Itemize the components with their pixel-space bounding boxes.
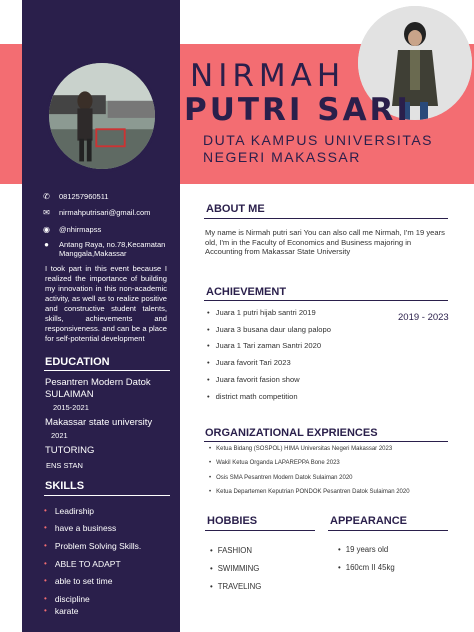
bullet-icon: •	[210, 546, 213, 555]
instagram-icon: ◉	[43, 225, 50, 234]
contact-email	[42, 208, 150, 217]
skills-heading: SKILLS	[45, 480, 85, 492]
achievement-item: • Juara 1 putri hijab santri 2019	[207, 308, 316, 317]
skill-item: • have a business	[44, 523, 117, 533]
mail-icon: ✉	[43, 208, 50, 217]
bullet-icon: •	[338, 545, 341, 554]
appearance-divider	[328, 530, 448, 531]
bullet-icon: •	[209, 489, 212, 495]
bullet-icon: •	[209, 446, 212, 452]
hobbies-divider	[205, 530, 315, 531]
organizational-divider	[204, 441, 448, 442]
bullet-icon: •	[207, 358, 210, 367]
skill-item: • Problem Solving Skills.	[44, 541, 142, 551]
skill-item: • Leadirship	[44, 506, 95, 516]
hobby-item: • TRAVELING	[210, 582, 262, 591]
skills-divider	[44, 495, 170, 496]
achievement-years: 2019 - 2023	[398, 312, 449, 323]
about-divider	[204, 218, 448, 219]
bullet-icon: •	[44, 594, 47, 603]
bullet-icon: •	[207, 375, 210, 384]
bio-paragraph: I took part in this event because I realized the importance of building my innovation in this non-academic activity, as well as to realize positive and constructive student talents, skills, achievements and responsiveness. and can be a place for self-potential development	[45, 264, 167, 343]
location-pin-icon: ●	[44, 240, 49, 249]
school1-years: 2015-2021	[53, 403, 89, 412]
instagram-text: @nhirmapss	[59, 225, 102, 234]
contact-instagram	[42, 225, 101, 234]
hobby-item: • SWIMMING	[210, 564, 260, 573]
appearance-item: • 19 years old	[338, 545, 389, 554]
bullet-icon: •	[207, 341, 210, 350]
hobbies-heading: HOBBIES	[207, 515, 258, 527]
bullet-icon: •	[209, 460, 212, 466]
bullet-icon: •	[44, 523, 47, 532]
contact-address	[42, 240, 167, 258]
contact-phone	[42, 192, 109, 201]
about-heading: ABOUT ME	[206, 203, 265, 215]
phone-icon: ✆	[43, 192, 50, 201]
organizational-item: • Osis SMA Pesantren Modern Datok Sulaiman 2020	[209, 475, 353, 481]
school2-year: 2021	[51, 431, 68, 440]
achievement-item: • Juara 3 busana daur ulang palopo	[207, 325, 331, 334]
bullet-icon: •	[44, 559, 47, 568]
profile-photo-left	[46, 60, 158, 172]
bullet-icon: •	[210, 564, 213, 573]
bullet-icon: •	[44, 606, 47, 615]
achievement-divider	[204, 300, 448, 301]
organizational-heading: ORGANIZATIONAL EXPRIENCES	[205, 427, 378, 439]
tutoring-value: ENS STAN	[46, 461, 83, 470]
first-name: NIRMAH	[190, 58, 346, 94]
skill-item: • able to set time	[44, 576, 113, 586]
bullet-icon: •	[209, 475, 212, 481]
hobby-item: • FASHION	[210, 546, 252, 555]
organizational-item: • Ketua Departemen Keputrian PONDOK Pesantren Datok Sulaiman 2020	[209, 489, 410, 495]
achievement-item: • district math competition	[207, 392, 298, 401]
education-heading: EDUCATION	[45, 356, 110, 368]
subtitle: DUTA KAMPUS UNIVERSITAS NEGERI MAKASSAR	[203, 132, 434, 165]
tutoring-label: TUTORING	[45, 445, 95, 456]
skill-item: • ABLE TO ADAPT	[44, 559, 121, 569]
school2-name: Makassar state university	[45, 417, 153, 428]
address-text: Antang Raya, no.78,Kecamatan Manggala,Makassar	[59, 240, 166, 258]
skill-item: • discipline	[44, 594, 90, 604]
education-divider	[44, 370, 170, 371]
achievement-heading: ACHIEVEMENT	[206, 286, 287, 298]
email-text: nirmahputrisari@gmail.com	[59, 208, 151, 217]
bullet-icon: •	[210, 582, 213, 591]
achievement-item: • Juara favorit Tari 2023	[207, 358, 291, 367]
bullet-icon: •	[338, 563, 341, 572]
school1-name: Pesantren Modern Datok SULAIMAN	[45, 377, 151, 400]
appearance-heading: APPEARANCE	[330, 515, 408, 527]
organizational-item: • Ketua Bidang (SOSPOL) HIMA Universitas Negeri Makassar 2023	[209, 446, 393, 452]
achievement-item: • Juara 1 Tari zaman Santri 2020	[207, 341, 322, 350]
last-name: PUTRI SARI	[184, 92, 411, 128]
organizational-item: • Wakil Ketua Organda LAPAREPPA Bone 2023	[209, 460, 340, 466]
bullet-icon: •	[207, 308, 210, 317]
bullet-icon: •	[44, 541, 47, 550]
bullet-icon: •	[207, 325, 210, 334]
bullet-icon: •	[44, 576, 47, 585]
bullet-icon: •	[44, 506, 47, 515]
skill-item: • karate	[44, 606, 79, 616]
phone-text: 081257960511	[59, 192, 109, 201]
about-paragraph: My name is Nirmah putri sari You can also call me Nirmah, I'm 19 years old, I'm in the Faculty of Economics and Business majoring in Accounting from Makassar State University	[205, 228, 445, 256]
bullet-icon: •	[207, 392, 210, 401]
appearance-item: • 160cm II 45kg	[338, 563, 395, 572]
achievement-item: • Juara favorit fasion show	[207, 375, 300, 384]
